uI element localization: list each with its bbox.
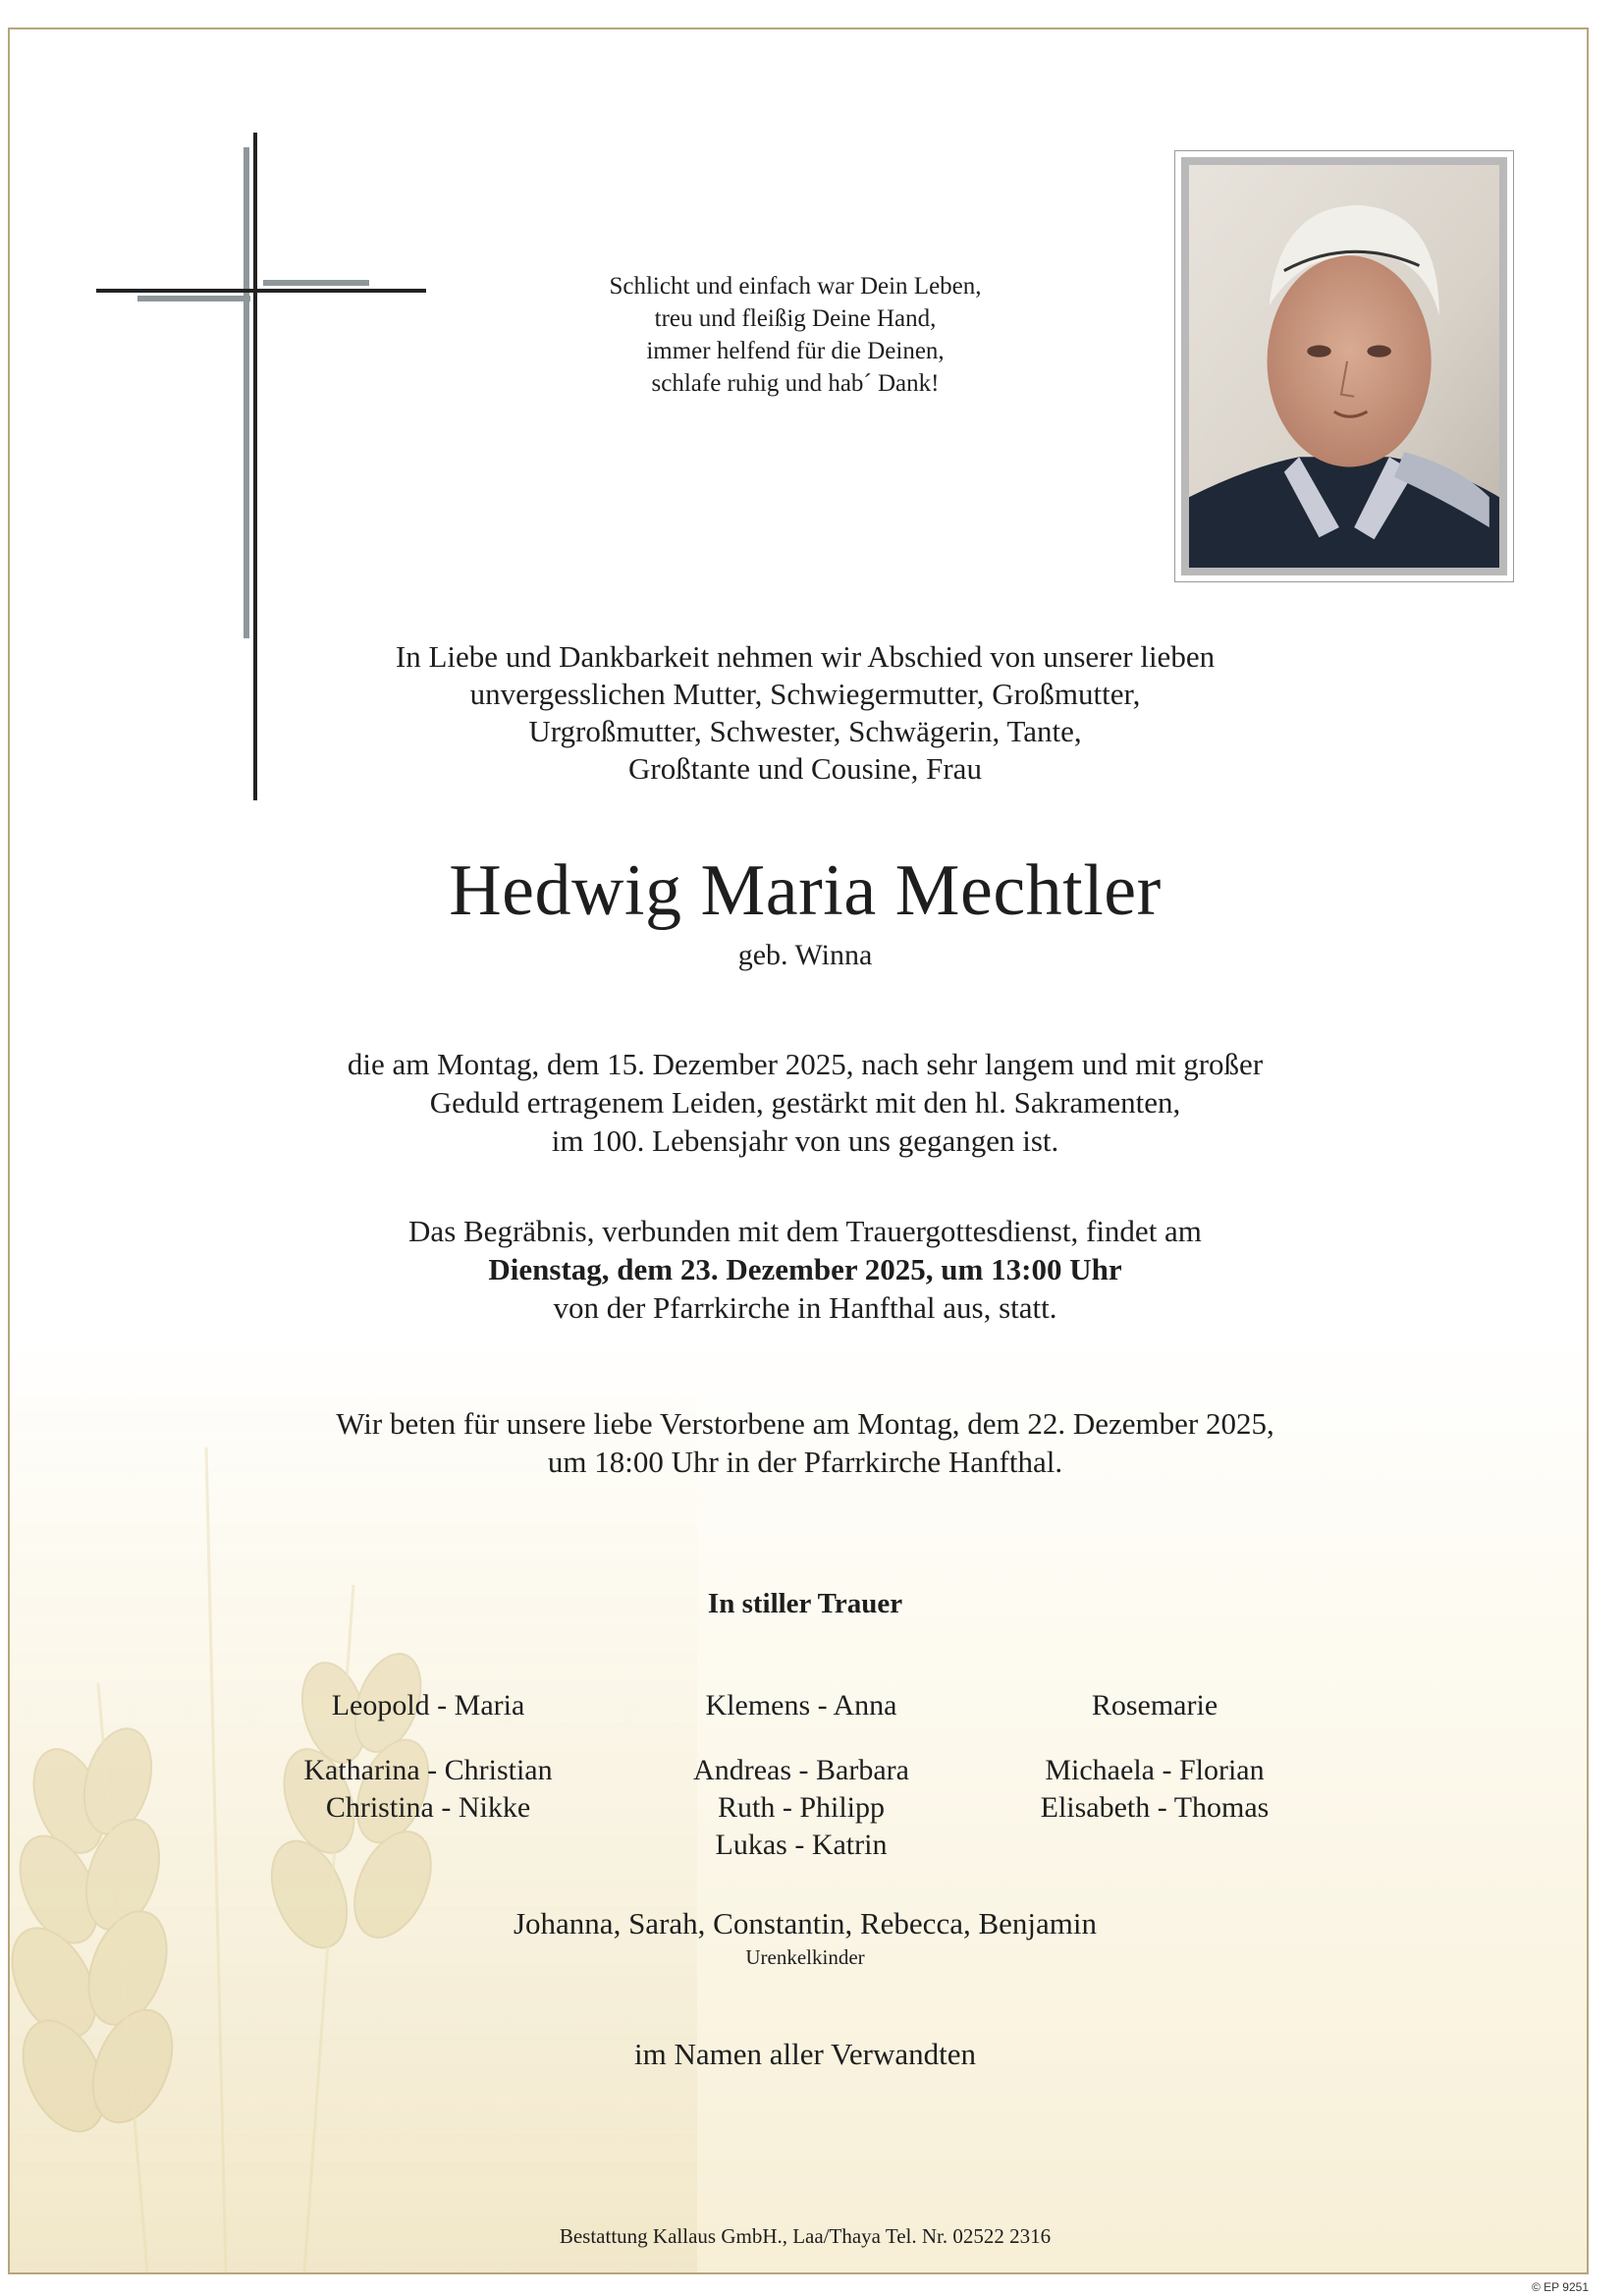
portrait-mat	[1181, 157, 1507, 575]
great-grandchildren-label: Urenkelkinder	[745, 1945, 865, 1969]
funeral-date: Dienstag, dem 23. Dezember 2025, um 13:00 Uhr	[488, 1252, 1122, 1286]
family-member: Ruth - Philipp	[717, 1791, 886, 1824]
wheat-decoration	[10, 1389, 697, 2272]
family-head: Klemens - Anna	[705, 1689, 897, 1722]
intro-line: In Liebe und Dankbarkeit nehmen wir Abschied von unserer lieben	[395, 639, 1216, 674]
family-member: Lukas - Katrin	[715, 1829, 888, 1861]
cross-shadow-horizontal-right	[263, 280, 369, 286]
relatives-line: im Namen aller Verwandten	[633, 2037, 977, 2071]
cross-shadow-vertical	[244, 147, 249, 638]
deceased-name: Hedwig Maria Mechtler	[449, 850, 1162, 931]
template-code: © EP 9251	[1532, 2280, 1589, 2294]
prayer-line: Wir beten für unsere liebe Verstorbene am Montag, dem 22. Dezember 2025,	[336, 1406, 1274, 1441]
family-column	[232, 1687, 624, 1827]
intro-line: Großtante und Cousine, Frau	[628, 751, 982, 786]
funeral-home-footer: Bestattung Kallaus GmbH., Laa/Thaya Tel. Nr. 02522 2316	[559, 2224, 1052, 2248]
death-notice-line: Geduld ertragenem Leiden, gestärkt mit den hl. Sakramenten,	[429, 1085, 1181, 1120]
cross-shadow-horizontal-left	[137, 296, 250, 301]
cross-horizontal-bar	[96, 289, 426, 293]
mourning-heading: In stiller Trauer	[707, 1588, 903, 1619]
funeral-line: Das Begräbnis, verbunden mit dem Trauergottesdienst, findet am	[408, 1214, 1202, 1248]
family-member: Michaela - Florian	[1045, 1754, 1265, 1786]
portrait-frame	[1174, 150, 1514, 582]
poem-line: Schlicht und einfach war Dein Leben,	[609, 273, 982, 300]
great-grandchildren-names: Johanna, Sarah, Constantin, Rebecca, Benjamin	[513, 1906, 1097, 1941]
intro-line: unvergesslichen Mutter, Schwiegermutter, Großmutter,	[469, 677, 1141, 711]
family-member: Andreas - Barbara	[693, 1754, 909, 1786]
portrait-photo	[1189, 165, 1499, 568]
family-member: Katharina - Christian	[303, 1754, 553, 1786]
death-notice	[196, 1045, 1414, 1160]
poem	[550, 270, 1041, 400]
birth-name: geb. Winna	[737, 939, 873, 971]
funeral-info	[196, 1212, 1414, 1327]
prayer-info	[196, 1404, 1414, 1481]
death-notice-line: im 100. Lebensjahr von uns gegangen ist.	[551, 1123, 1059, 1158]
family-member: Christina - Nikke	[325, 1791, 531, 1824]
prayer-line: um 18:00 Uhr in der Pfarrkirche Hanfthal.	[547, 1445, 1063, 1479]
death-notice-line: die am Montag, dem 15. Dezember 2025, nach sehr langem und mit großer	[347, 1047, 1264, 1081]
intro-line: Urgroßmutter, Schwester, Schwägerin, Tante,	[528, 714, 1082, 748]
funeral-line: von der Pfarrkirche in Hanfthal aus, statt.	[553, 1290, 1057, 1325]
family-member: Elisabeth - Thomas	[1040, 1791, 1270, 1824]
family-head: Leopold - Maria	[331, 1689, 525, 1722]
family-column	[958, 1687, 1351, 1827]
intro-text	[245, 638, 1365, 788]
poem-line: schlafe ruhig und hab´ Dank!	[651, 370, 940, 397]
poem-line: immer helfend für die Deinen,	[646, 338, 945, 364]
family-head: Rosemarie	[1091, 1689, 1218, 1722]
family-column	[605, 1687, 998, 1864]
poem-line: treu und fleißig Deine Hand,	[654, 305, 937, 332]
